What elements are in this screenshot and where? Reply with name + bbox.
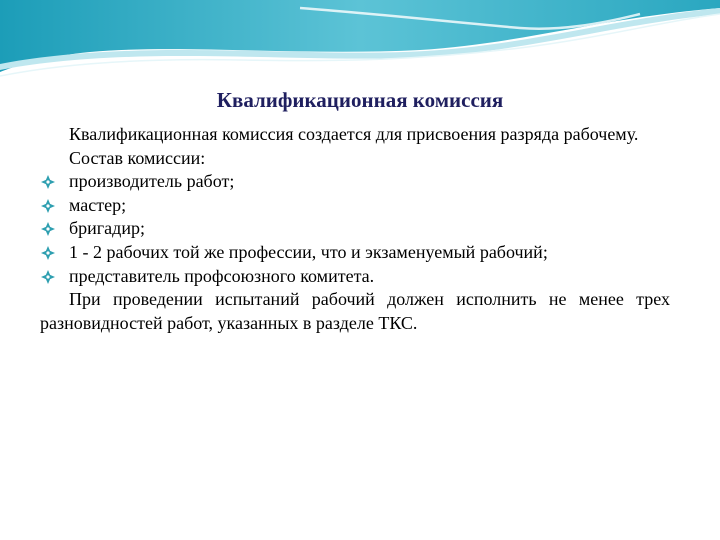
member-item xyxy=(40,170,670,194)
header-wave-decoration xyxy=(0,0,720,80)
member-item xyxy=(40,265,670,289)
member-item xyxy=(40,194,670,218)
conclusion-paragraph: При проведении испытаний рабочий должен исполнить не менее трех разновидностей работ, указанных в разделе ТКС. xyxy=(40,289,670,333)
member-item xyxy=(40,241,670,265)
intro-paragraph: Квалификационная комиссия создается для присвоения разряда рабочему. xyxy=(69,124,639,144)
diamond-bullet-icon xyxy=(40,245,56,261)
composition-label: Состав комиссии: xyxy=(69,147,206,168)
diamond-bullet-icon xyxy=(40,269,56,285)
diamond-bullet-icon xyxy=(40,174,56,190)
member-label: 1 - 2 рабочих той же профессии, что и экзаменуемый рабочий; xyxy=(69,241,548,262)
member-label: производитель работ; xyxy=(69,171,235,192)
slide-title: Квалификационная комиссия xyxy=(216,88,504,112)
member-label: бригадир; xyxy=(69,218,145,239)
member-label: мастер; xyxy=(69,194,127,215)
member-item xyxy=(40,217,670,241)
diamond-bullet-icon xyxy=(40,221,56,237)
slide-content xyxy=(40,123,670,335)
member-label: представитель профсоюзного комитета. xyxy=(69,265,375,286)
diamond-bullet-icon xyxy=(40,198,56,214)
